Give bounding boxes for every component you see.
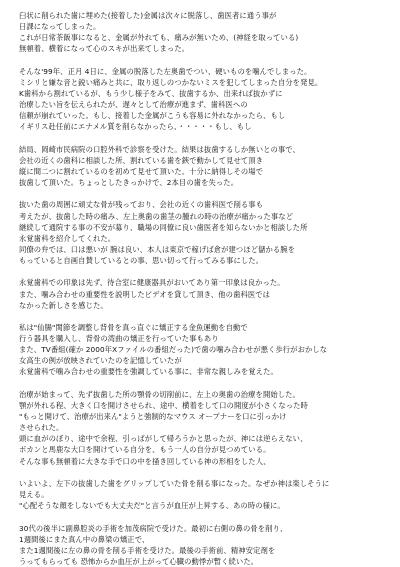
text-line: ミシリと嫌な音と鋭い痛みと共に、取り返しのつかないミスを犯してしまった自分を発見。 — [19, 77, 323, 87]
paragraph — [19, 322, 384, 377]
text-line: もっていると自画自賛しているとの事、思い切って行ってみる事にした。 — [19, 255, 264, 265]
text-line: 結局、岡崎市民病院の口腔外科で診察を受けた。結果は抜歯するしか無いとの事で、 — [19, 144, 300, 154]
text-line: 頭に血がのぼり、途中で余程、引っぱがして帰ろうかと思ったが、神には逆らえない、 — [19, 434, 308, 444]
text-line: 抜歯して頂いた。ちょっとしたきっかけで、2本目の歯を失った。 — [19, 178, 239, 187]
text-line: 見える。 — [19, 490, 49, 500]
text-line: 治療したい旨を伝えられたが、遅々として治療が進まず、歯科医への — [19, 100, 248, 110]
text-line: 継続して通院する事の不安が募り、職場の同僚に良い歯医者を知らないかと相談した所 — [19, 222, 308, 232]
text-line: 永覚歯科で噛み合わせの重要性を強調している事に、非常な親しみを覚えた。 — [19, 367, 278, 377]
text-line: ボカンと馬鹿な大口を開けている自分を、もう一人の自分が見つめている。 — [19, 445, 271, 455]
text-line: K歯科から割れているが、もう少し様子をみて、抜歯するか、出来れば抜かずに — [19, 88, 283, 98]
text-line: "もっと開けて、治療が出来ん"ようと強制的なマウス オープナーを口に引っかけ — [19, 412, 287, 422]
text-line: 臼状に削られた歯に埋めた(接着した)金属は次々に脱落し、歯医者に通う事が — [19, 11, 277, 20]
text-line: イギリス赴任前にエナメル質を削らなかったら、・・・・・もし、もし — [19, 122, 252, 132]
paragraph — [19, 66, 384, 133]
text-line: なかった新しさを感じた。 — [19, 300, 108, 310]
text-line: いよいよ、左下の抜歯した歯をグリップしていた骨を削る事になった。なぜか神は楽しそうに — [19, 479, 330, 489]
text-line: また、噛み合わせの重要性を説明したビデオを貸して頂き、他の歯科医では — [19, 289, 271, 299]
text-line: "心配そうな顔をしないでも大丈夫だ"と言うが血圧が上昇する、あの時の様に。 — [19, 501, 285, 511]
text-line: 私は"仙腸"関節を調整し背骨を真っ直ぐに矯正する金魚運動を自動で — [19, 323, 248, 333]
text-line: 永覚歯科での印象は先ず、待合室に健康器具がおいてあり第一印象は良かった。 — [19, 278, 285, 288]
text-line: 30代の後半に副鼻腔炎の手術を加茂病院で受けた。最初に右側の鼻の骨を削り、 — [19, 523, 288, 533]
paragraph — [19, 478, 384, 511]
text-line: 日課になってしまった。 — [19, 22, 101, 32]
text-line: そんな'99年、正月 4日に、金属の脱落した左奥歯でつい、硬いものを噛んでしまった。 — [19, 66, 312, 76]
text-line: 行う器具を購入し、背骨の湾曲の矯正を行っていた事もあり — [19, 334, 219, 344]
paragraph — [19, 277, 384, 310]
text-line: 信頼が崩れていった。もし、接着した金属がこうも容易に外れなかったら、もし — [19, 111, 286, 121]
text-line: 抜いた歯の周囲に頑丈な骨が残っており、会社の近くの歯科医で削る事も — [19, 200, 264, 210]
text-line: 同僚の弁では、口は悪いが 腕は良い、本人は東京で稼げば倉が建つほど儲かる腕を — [19, 244, 296, 254]
text-line: 女高生の例が放映されていたのを記憶していたが — [19, 356, 182, 366]
paragraph — [19, 144, 384, 188]
paragraph — [19, 523, 384, 567]
text-line: 会社の近くの歯科に相談した所、割れている歯を鋏で動かして見せて頂き — [19, 155, 264, 165]
text-line: また、TV番組(確か 2000年Xファイルの番組だった)で歯の噛み合わせが悪く歩行がおかしな — [19, 345, 328, 355]
text-line: そんな事も無頓着に大きな手で口の中を掻き回している神の形相をした人、 — [19, 456, 271, 466]
paragraph — [19, 10, 384, 54]
text-line: うってもらっても 恐怖からか血圧が上がって心臓の動悸が暫く続いた。 — [19, 556, 259, 566]
text-line: 治療が始まって、先ず抜歯した所の顎骨の切削前に、左上の奥歯の治療を開始した。 — [19, 389, 300, 399]
text-line: 顎が外れる程、大きく口を開けさせられ、途中、横着をして口の開度が小さくなった時 — [19, 401, 308, 411]
text-line: 縦に間二つに割れているのを初めて見せて頂いた。十分に納得しその場で — [19, 166, 264, 176]
text-line: これが日常茶飯事になると、金属が外れても、痛みが無いため、(神経を取っている) — [19, 33, 299, 43]
text-line: させられた。 — [19, 423, 64, 433]
text-line: 考えたが、抜歯した時の痛み、左上奥歯の歯茎の腫れの時の治療が痛かった事など — [19, 211, 294, 221]
text-line: 無頓着、横着になって心のスキが出来てしまった。 — [19, 44, 190, 54]
text-line: 1週間後にまた真ん中の鼻梁の矯正で、 — [19, 534, 150, 544]
text-line: 永覚歯科を紹介してくれた。 — [19, 233, 116, 243]
text-line: また1週間後に左の鼻の骨を削る手術を受けた。最後の手術前、精神安定剤を — [19, 545, 276, 555]
paragraph — [19, 389, 384, 467]
paragraph — [19, 199, 384, 266]
